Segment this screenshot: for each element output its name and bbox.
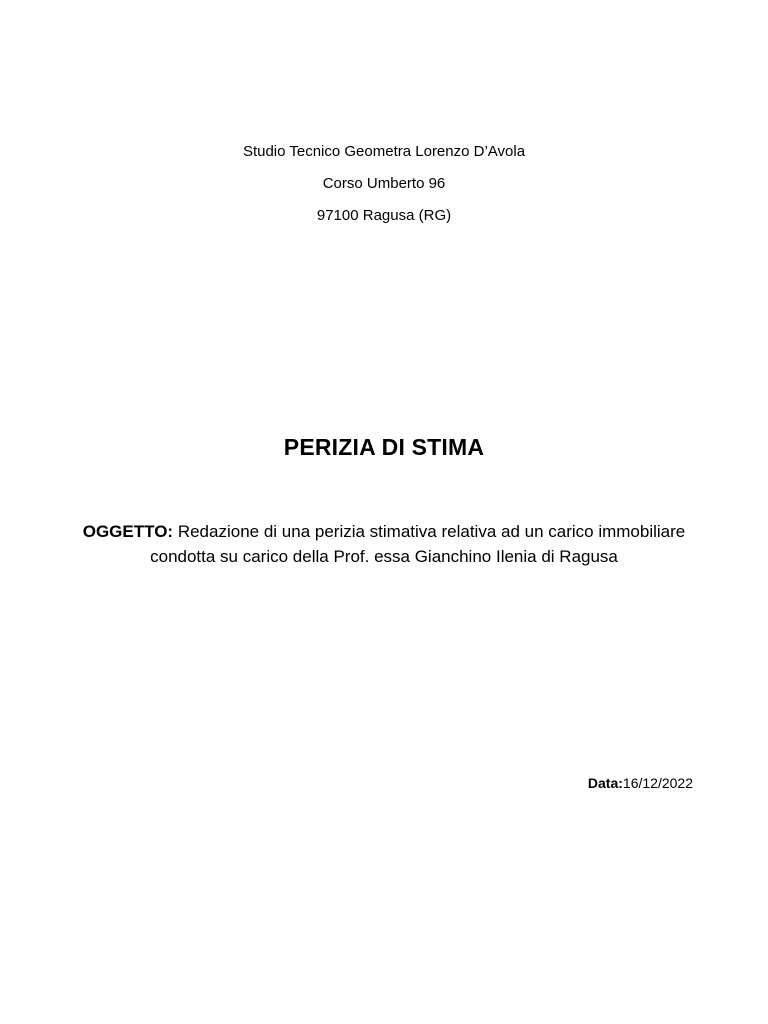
studio-address: Corso Umberto 96 — [322, 175, 446, 192]
document-title: PERIZIA DI STIMA — [283, 434, 485, 460]
studio-city: 97100 Ragusa (RG) — [316, 207, 452, 224]
subject-label: OGGETTO: — [82, 522, 174, 541]
subject-paragraph — [60, 519, 708, 569]
document-date — [588, 774, 693, 792]
date-label: Data: — [587, 775, 623, 791]
date-value: 16/12/2022 — [622, 775, 693, 791]
studio-name: Studio Tecnico Geometra Lorenzo D’Avola — [242, 143, 526, 160]
subject-text: Redazione di una perizia stimativa relativa ad un carico immobiliare condotta su carico della Prof. essa Gianchino Ilenia di Ragusa — [150, 522, 686, 566]
